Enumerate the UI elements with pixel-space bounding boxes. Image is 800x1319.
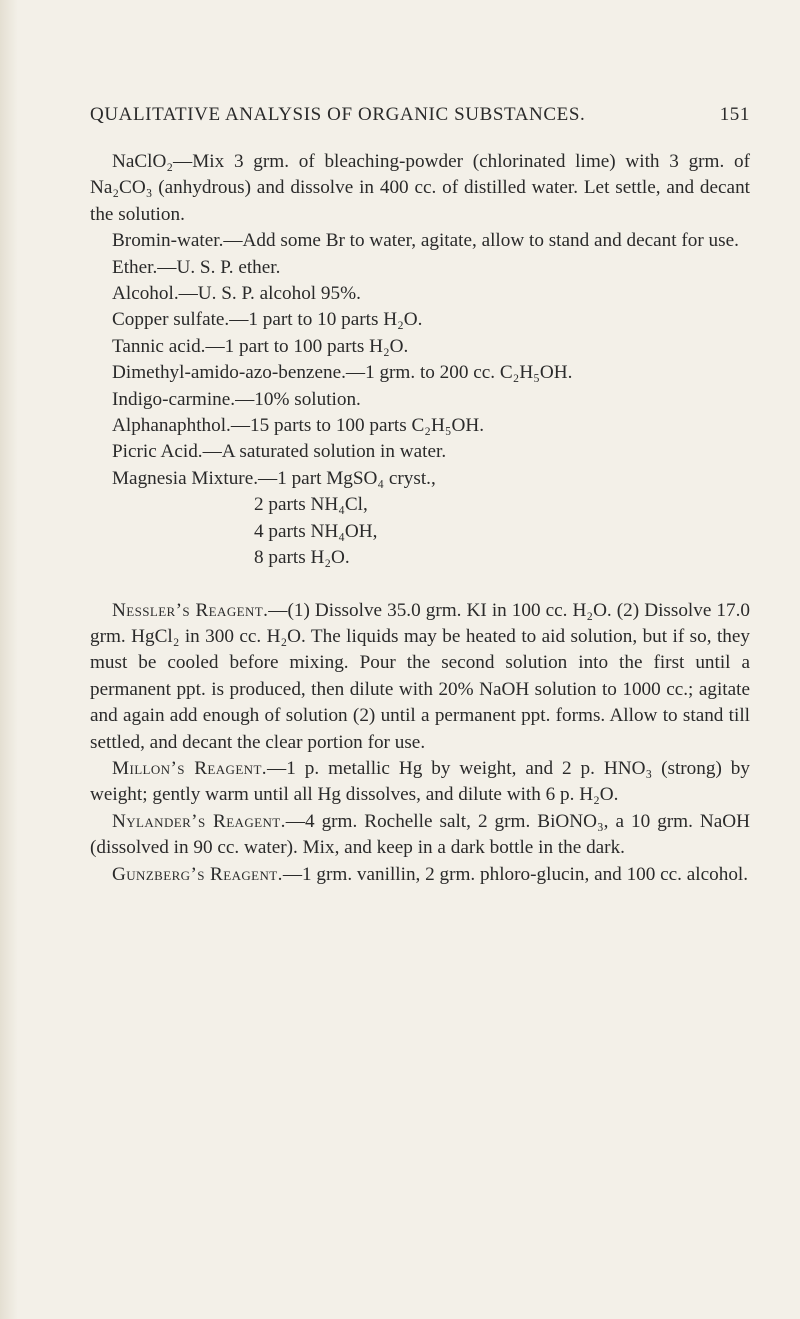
running-title: QUALITATIVE ANALYSIS OF ORGANIC SUBSTANCES. — [90, 104, 586, 125]
page-edge — [0, 0, 18, 1319]
page-number: 151 — [719, 104, 750, 125]
reagent-text: —(1) Dissolve 35.0 grm. KI in 100 cc. H₂O. (2) Dissolve 17.0 grm. HgCl₂ in 300 cc. H₂O. The liquids may be heated to aid solution, but if so, they must be cooled before mixing. Pour the second solution into the first until a permanent ppt. is produced, then dilute with 20% NaOH solution to 1000 cc.; agitate and again add enough of solution (2) until a permanent ppt. forms. Allow to stand till settled, and decant the clear portion for use. — [90, 599, 750, 753]
paragraph-ether: Ether.—U. S. P. ether. — [112, 256, 281, 278]
magnesia-line: 2 parts NH₄Cl, — [254, 494, 368, 516]
page-body — [90, 149, 750, 888]
paragraph-indigo-carmine: Indigo-carmine.—10% solution. — [112, 388, 361, 410]
paragraph-millon-reagent — [90, 756, 750, 809]
paragraph-naclo2: NaClO₂—Mix 3 grm. of bleaching-powder (chlorinated lime) with 3 grm. of Na₂CO₃ (anhydrous) and dissolve in 400 cc. of distilled water. Let settle, and decant the solution. — [90, 151, 750, 225]
reagent-text: —1 p. metallic Hg by weight, and 2 p. HNO₃ (strong) by weight; gently warm until all Hg dissolves, and dilute with 6 p. H₂O. — [90, 757, 750, 806]
paragraph-alcohol: Alcohol.—U. S. P. alcohol 95%. — [112, 283, 361, 305]
magnesia-line: 4 parts NH₄OH, — [254, 520, 378, 542]
paragraph-copper-sulfate: Copper sulfate.—1 part to 10 parts H₂O. — [112, 309, 423, 331]
paragraph-gunzberg-reagent — [90, 862, 750, 888]
paragraph-nylander-reagent — [90, 809, 750, 862]
reagent-name: Nylander’s Reagent. — [112, 810, 286, 832]
magnesia-line: 8 parts H₂O. — [254, 547, 350, 569]
section-gap — [90, 572, 750, 598]
paragraph-alphanaphthol: Alphanaphthol.—15 parts to 100 parts C₂H₅OH. — [112, 415, 485, 437]
reagent-text: —4 grm. Rochelle salt, 2 grm. BiONO₃, a 10 grm. NaOH (dissolved in 90 cc. water). Mix, and keep in a dark bottle in the dark. — [90, 810, 750, 859]
paragraph-magnesia-mixture: Magnesia Mixture.—1 part MgSO₄ cryst., — [112, 467, 436, 489]
paragraph-picric-acid: Picric Acid.—A saturated solution in water. — [112, 441, 447, 463]
reagent-name: Nessler’s Reagent. — [112, 599, 269, 621]
paragraph-nessler-reagent — [90, 598, 750, 756]
paragraph-bromin-water: Bromin-water.—Add some Br to water, agitate, allow to stand and decant for use. — [112, 230, 739, 252]
reagent-name: Millon’s Reagent. — [112, 757, 268, 779]
paragraph-tannic-acid: Tannic acid.—1 part to 100 parts H₂O. — [112, 335, 409, 357]
paragraph-dimethyl: Dimethyl-amido-azo-benzene.—1 grm. to 200 cc. C₂H₅OH. — [112, 362, 573, 384]
reagent-text: —1 grm. vanillin, 2 grm. phloro-glucin, and 100 cc. alcohol. — [282, 863, 749, 885]
reagent-name: Gunzberg’s Reagent. — [112, 863, 283, 885]
